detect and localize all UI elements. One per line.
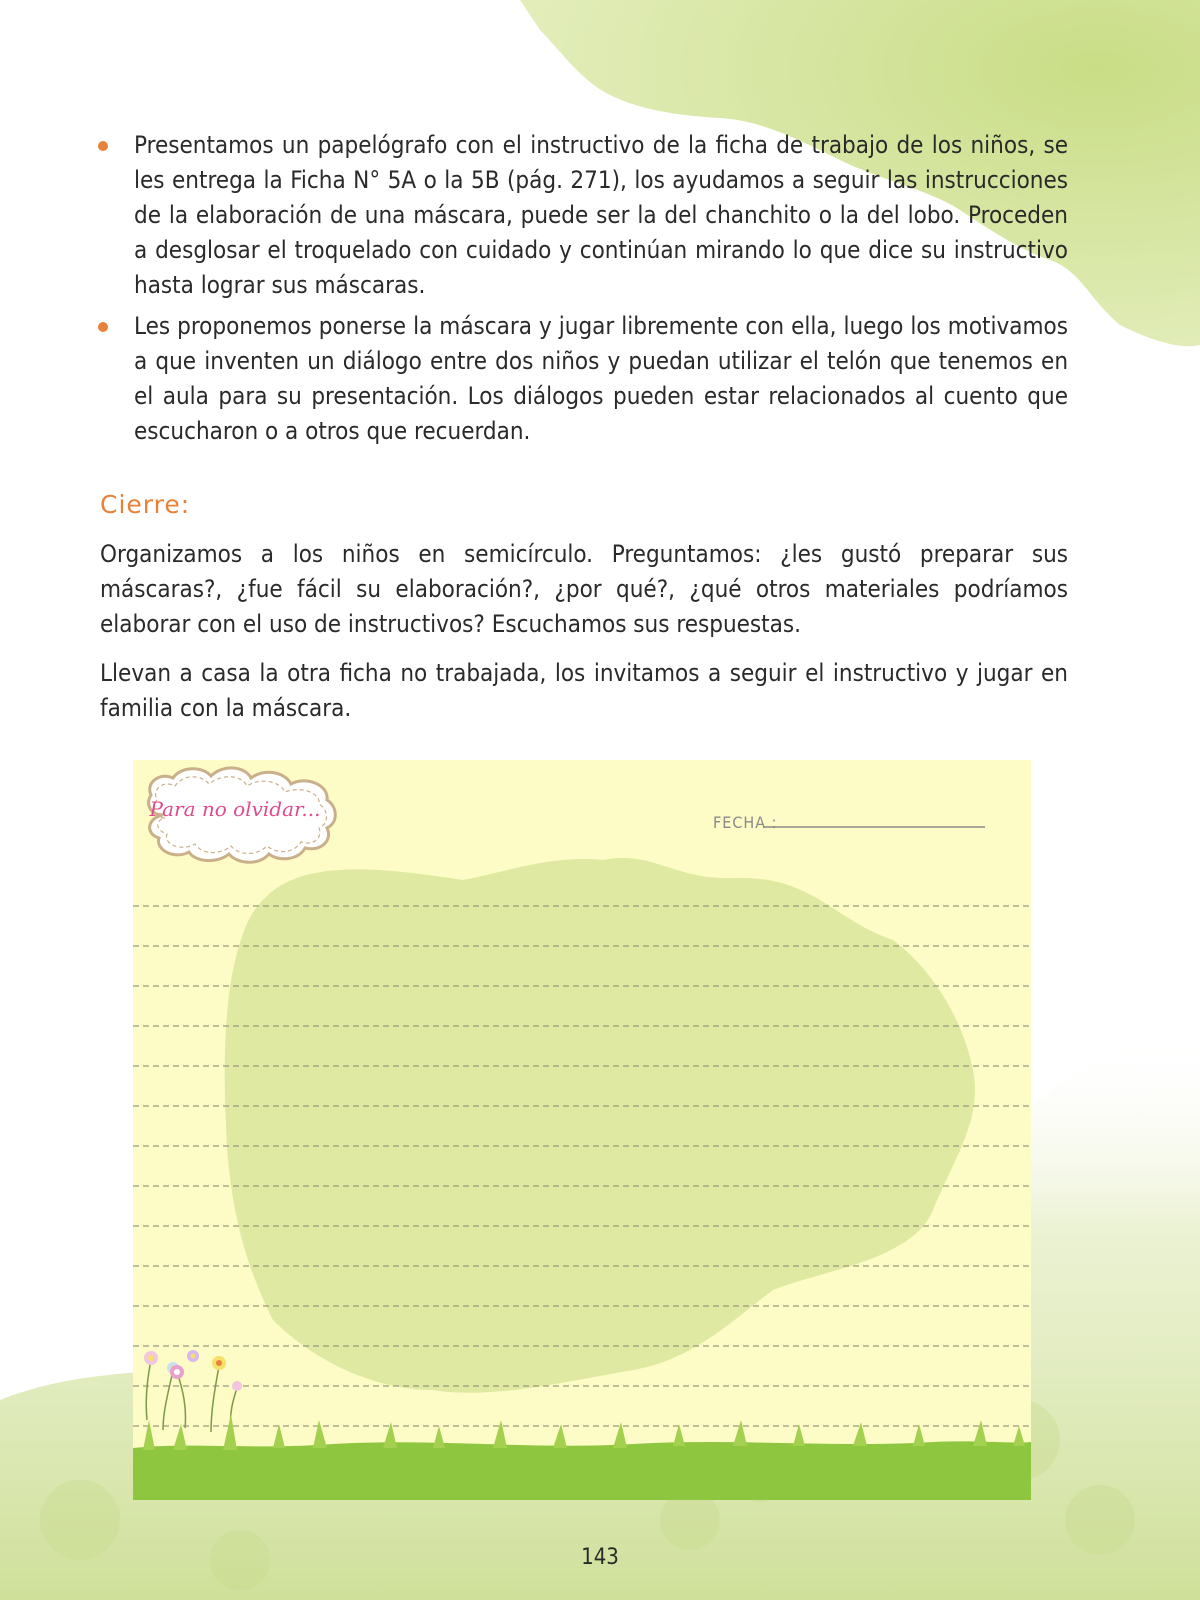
cloud-badge (149, 768, 336, 862)
bullet-text: Presentamos un papelógrafo con el instructivo de la ficha de trabajo de los niños, se les entrega la Ficha N° 5A o la 5B (pág. 271), los ayudamos a seguir las instrucciones de la elaboración de una máscara, puede ser la del chanchito o la del lobo. Proceden a desglosar el troquelado con cuidado y continúan mirando lo que dice su instructivo hasta lograr sus máscaras. (134, 131, 1068, 299)
closing-paragraph: Organizamos a los niños en semicírculo. Preguntamos: ¿les gustó preparar sus máscaras?, ¿fue fácil su elaboración?, ¿por qué?, ¿qué otros materiales podríamos elaborar con el uso de instructivos? Escuchamos sus respuestas. (100, 540, 1068, 638)
page-number: 143 (581, 1545, 619, 1570)
note-card (133, 760, 1031, 1500)
activity-bullet-list (96, 128, 1068, 455)
bullet-text: Les proponemos ponerse la máscara y jugar libremente con ella, luego los motivamos a que inventen un diálogo entre dos niños y puedan utilizar el telón que tenemos en el aula para su presentación. Los diálogos pueden estar relacionados al cuento que escucharon o a otros que recuerdan. (134, 312, 1068, 445)
bullet-dot-icon (98, 141, 108, 151)
homework-paragraph: Llevan a casa la otra ficha no trabajada, los invitamos a seguir el instructivo y jugar en familia con la máscara. (100, 659, 1068, 722)
date-label: FECHA : (713, 813, 778, 832)
bullet-dot-icon (98, 322, 108, 332)
list-item (96, 128, 1068, 303)
list-item (96, 309, 1068, 449)
note-badge-text: Para no olvidar... (149, 797, 321, 821)
section-title: Cierre: (100, 490, 191, 519)
